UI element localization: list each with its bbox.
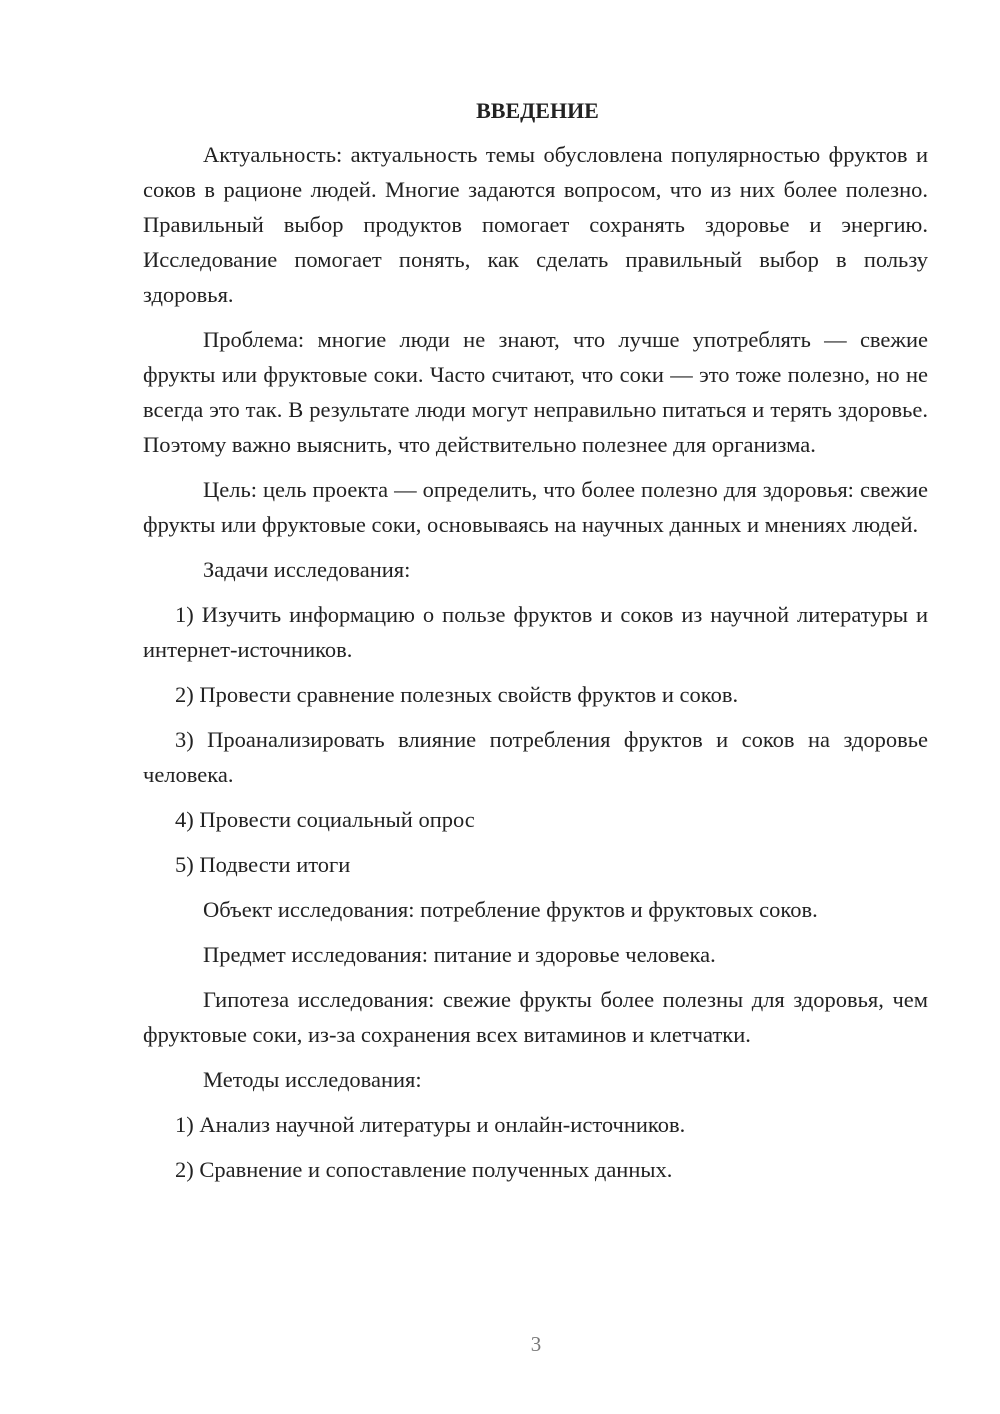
goal-paragraph: Цель: цель проекта — определить, что более полезно для здоровья: свежие фрукты или фруктовые соки, основываясь на научных данных и мнениях людей.: [143, 477, 928, 537]
page-number: 3: [530, 1332, 542, 1356]
task-item-4: 4) Провести социальный опрос: [175, 807, 475, 832]
tasks-heading: Задачи исследования:: [203, 557, 411, 582]
method-item-2: 2) Сравнение и сопоставление полученных данных.: [175, 1157, 673, 1182]
section-title: ВВЕДЕНИЕ: [476, 98, 599, 123]
subject-paragraph: Предмет исследования: питание и здоровье человека.: [203, 942, 716, 967]
method-item-1: 1) Анализ научной литературы и онлайн-источников.: [175, 1112, 686, 1137]
relevance-paragraph: Актуальность: актуальность темы обусловлена популярностью фруктов и соков в рационе людей. Многие задаются вопросом, что из них более полезно. Правильный выбор продуктов помогает сохранять здоровье и энергию. Исследование помогает понять, как сделать правильный выбор в пользу здоровья.: [143, 142, 928, 307]
problem-paragraph: Проблема: многие люди не знают, что лучше употреблять — свежие фрукты или фруктовые соки. Часто считают, что соки — это тоже полезно, но не всегда это так. В результате люди могут неправильно питаться и терять здоровье. Поэтому важно выяснить, что действительно полезнее для организма.: [143, 327, 928, 457]
object-paragraph: Объект исследования: потребление фруктов и фруктовых соков.: [203, 897, 818, 922]
document-page: [143, 95, 928, 1197]
task-item-2: 2) Провести сравнение полезных свойств фруктов и соков.: [175, 682, 739, 707]
task-item-3: 3) Проанализировать влияние потребления фруктов и соков на здоровье человека.: [143, 727, 928, 787]
methods-heading: Методы исследования:: [203, 1067, 422, 1092]
task-item-1: 1) Изучить информацию о пользе фруктов и соков из научной литературы и интернет-источников.: [143, 602, 928, 662]
task-item-5: 5) Подвести итоги: [175, 852, 351, 877]
hypothesis-paragraph: Гипотеза исследования: свежие фрукты более полезны для здоровья, чем фруктовые соки, из-за сохранения всех витаминов и клетчатки.: [143, 987, 928, 1047]
